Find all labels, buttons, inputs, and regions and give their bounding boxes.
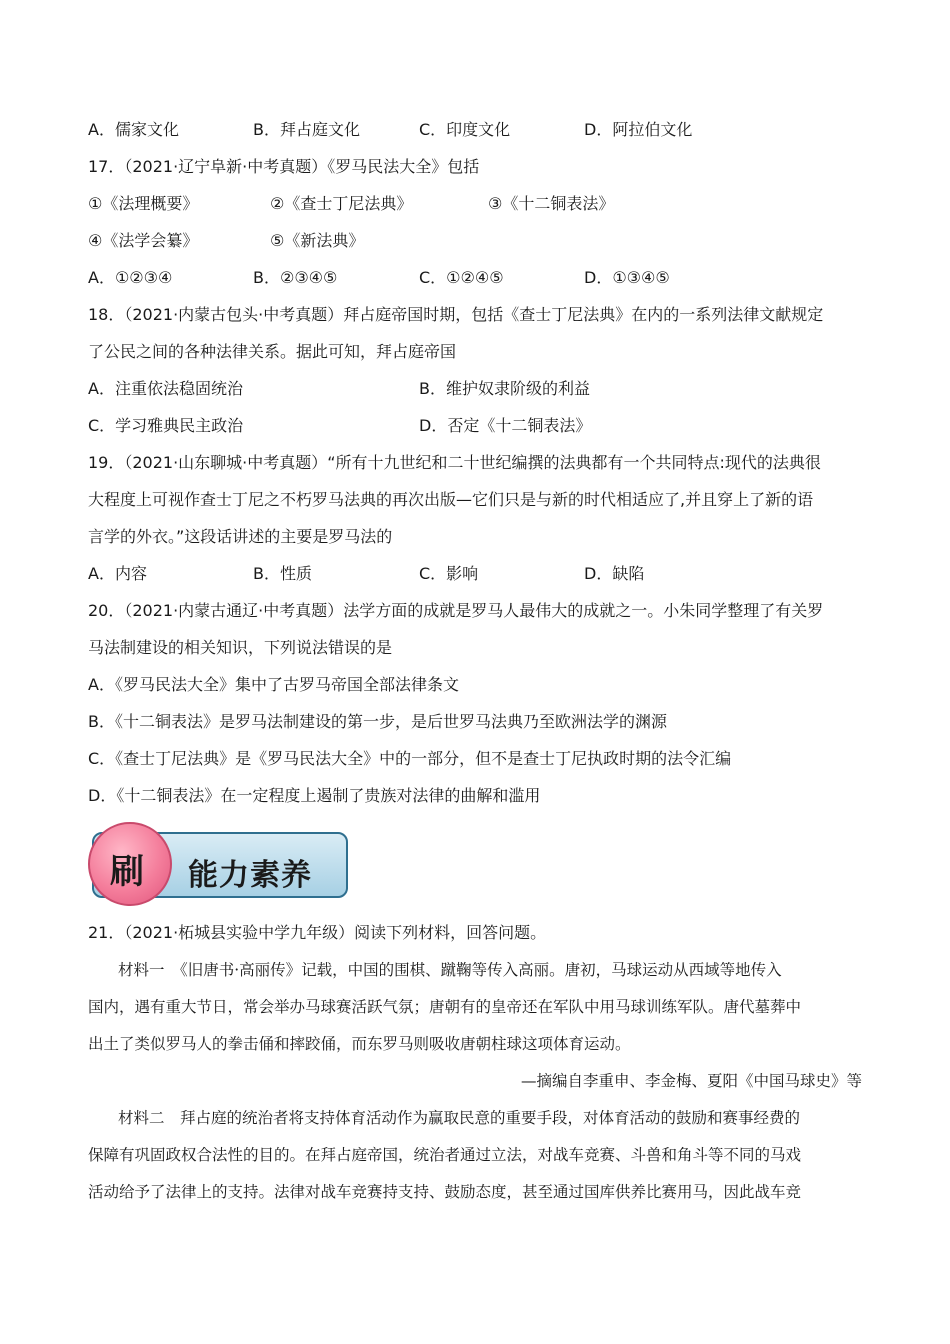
banner-title: 能力素养 — [188, 858, 312, 893]
q21-material1-line1: 材料一 《旧唐书·高丽传》记载，中国的围棋、蹴鞠等传入高丽。唐初，马球运动从西域等地传入 — [118, 961, 782, 979]
q16-option-a: A．儒家文化 — [88, 120, 179, 139]
q20-option-a: A．《罗马民法大全》集中了古罗马帝国全部法律条文 — [88, 675, 459, 694]
q16-option-b: B．拜占庭文化 — [253, 120, 360, 139]
banner-badge-text: 刷 — [110, 852, 144, 892]
q19-stem-1: 19．（2021·山东聊城·中考真题）“所有十九世纪和二十世纪编撰的法典都有一个共同特点:现代的法典很 — [88, 453, 821, 472]
q17-option-a: A．①②③④ — [88, 268, 173, 287]
q21-material2-line3: 活动给予了法律上的支持。法律对战车竞赛持支持、鼓励态度，甚至通过国库供养比赛用马，因此战车竞 — [88, 1183, 802, 1201]
q21-material1-line3: 出土了类似罗马人的拳击俑和摔跤俑，而东罗马则吸收唐朝柱球这项体育运动。 — [88, 1035, 631, 1053]
section-banner — [92, 826, 350, 902]
q18-option-a: A．注重依法稳固统治 — [88, 379, 243, 398]
q21-material1-source: —摘编自李重申、李金梅、夏阳《中国马球史》等 — [520, 1072, 862, 1090]
q18-stem-1: 18．（2021·内蒙古包头·中考真题）拜占庭帝国时期，包括《查士丁尼法典》在内的一系列法律文献规定 — [88, 305, 824, 324]
q20-option-c: C．《查士丁尼法典》是《罗马民法大全》中的一部分，但不是查士丁尼执政时期的法令汇编 — [88, 749, 732, 768]
q17-item-5: ⑤《新法典》 — [270, 231, 365, 250]
q21-material1-line2: 国内，遇有重大节日，常会举办马球赛活跃气氛；唐朝有的皇帝还在军队中用马球训练军队。唐代墓葬中 — [88, 998, 802, 1016]
q20-option-d: D．《十二铜表法》在一定程度上遏制了贵族对法律的曲解和滥用 — [88, 786, 541, 805]
q19-option-c: C．影响 — [419, 564, 479, 583]
q17-option-c: C．①②④⑤ — [419, 268, 504, 287]
q17-item-1: ①《法理概要》 — [88, 194, 199, 213]
q16-option-c: C．印度文化 — [419, 120, 511, 139]
q17-option-d: D．①③④⑤ — [584, 268, 670, 287]
q21-material2-line2: 保障有巩固政权合法性的目的。在拜占庭帝国，统治者通过立法，对战车竞赛、斗兽和角斗等不同的马戏 — [88, 1146, 802, 1164]
q19-option-d: D．缺陷 — [584, 564, 645, 583]
q18-option-d: D．否定《十二铜表法》 — [419, 416, 592, 435]
q19-stem-3: 言学的外衣。”这段话讲述的主要是罗马法的 — [88, 527, 393, 546]
q18-stem-2: 了公民之间的各种法律关系。据此可知，拜占庭帝国 — [88, 342, 457, 361]
q21-material2-line1: 材料二 拜占庭的统治者将支持体育活动作为赢取民意的重要手段，对体育活动的鼓励和赛事经费的 — [118, 1109, 801, 1127]
q20-option-b: B．《十二铜表法》是罗马法制建设的第一步，是后世罗马法典乃至欧洲法学的渊源 — [88, 712, 667, 731]
q18-option-c: C．学习雅典民主政治 — [88, 416, 244, 435]
q21-stem: 21．（2021·柘城县实验中学九年级）阅读下列材料，回答问题。 — [88, 923, 547, 942]
q17-item-3: ③《十二铜表法》 — [488, 194, 615, 213]
q19-option-a: A．内容 — [88, 564, 147, 583]
q16-option-d: D．阿拉伯文化 — [584, 120, 693, 139]
q18-option-b: B．维护奴隶阶级的利益 — [419, 379, 590, 398]
q20-stem-2: 马法制建设的相关知识，下列说法错误的是 — [88, 638, 393, 657]
q19-stem-2: 大程度上可视作查士丁尼之不朽罗马法典的再次出版—它们只是与新的时代相适应了,并且穿上了新的语 — [88, 490, 814, 509]
q19-option-b: B．性质 — [253, 564, 312, 583]
q17-stem: 17．（2021·辽宁阜新·中考真题）《罗马民法大全》包括 — [88, 157, 480, 176]
q17-item-2: ②《查士丁尼法典》 — [270, 194, 413, 213]
q17-item-4: ④《法学会纂》 — [88, 231, 199, 250]
q17-option-b: B．②③④⑤ — [253, 268, 338, 287]
q20-stem-1: 20．（2021·内蒙古通辽·中考真题）法学方面的成就是罗马人最伟大的成就之一。小朱同学整理了有关罗 — [88, 601, 824, 620]
